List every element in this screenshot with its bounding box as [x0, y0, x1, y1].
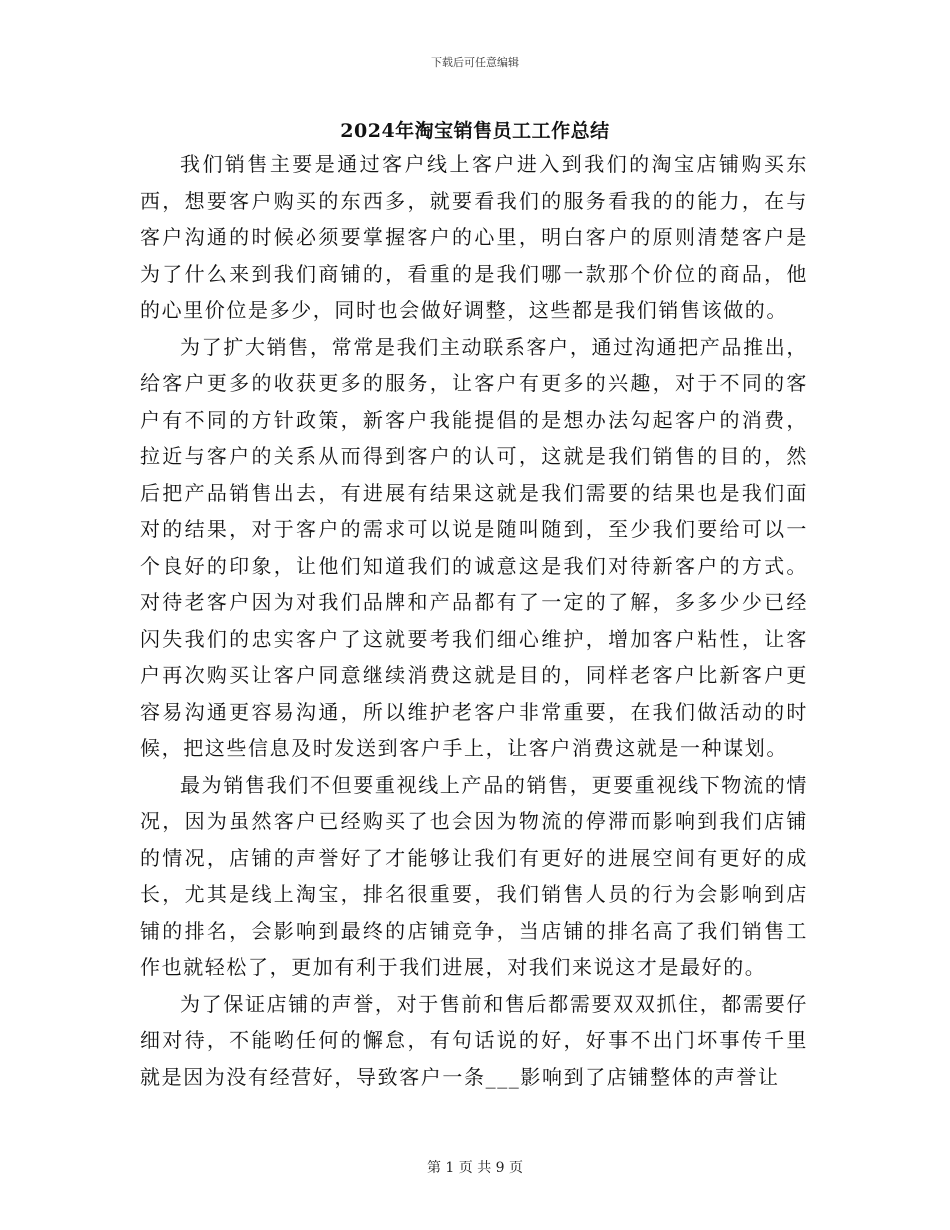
paragraph: 为了扩大销售，常常是我们主动联系客户，通过沟通把产品推出，给客户更多的收获更多的服务，让客户有更多的兴趣，对于不同的客户有不同的方针政策，新客户我能提倡的是想办法勾起客户的消费，拉近与客户的关系从而得到客户的认可，这就是我们销售的目的，然后把产品销售出去，有进展有结果这就是我们需要的结果也是我们面对的结果，对于客户的需求可以说是随叫随到，至少我们要给可以一个良好的印象，让他们知道我们的诚意这是我们对待新客户的方式。对待老客户因为对我们品牌和产品都有了一定的了解，多多少少已经闪失我们的忠实客户了这就要考我们细心维护，增加客户粘性，让客户再次购买让客户同意继续消费这就是目的，同样老客户比新客户更容易沟通更容易沟通，所以维护老客户非常重要，在我们做活动的时候，把这些信息及时发送到客户手上，让客户消费这就是一种谋划。: [140, 334, 808, 760]
page-number: 第 1 页 共 9 页: [426, 1160, 524, 1176]
paragraph: 为了保证店铺的声誉，对于售前和售后都需要双双抓住，都需要仔细对待，不能哟任何的懈怠，有句话说的好，好事不出门坏事传千里就是因为没有经营好，导致客户一条___影响到了店铺整体的声誉让: [140, 991, 808, 1089]
header-note: 下载后可任意编辑: [431, 56, 519, 69]
paragraph: 最为销售我们不但要重视线上产品的销售，更要重视线下物流的情况，因为虽然客户已经购买了也会因为物流的停滞而影响到我们店铺的情况，店铺的声誉好了才能够让我们有更好的进展空间有更好的成长，尤其是线上淘宝，排名很重要，我们销售人员的行为会影响到店铺的排名，会影响到最终的店铺竞争，当店铺的排名高了我们销售工作也就轻松了，更加有利于我们进展，对我们来说这才是最好的。: [140, 772, 808, 979]
document-body: [140, 146, 808, 1095]
document-title: 2024年淘宝销售员工工作总结: [340, 120, 610, 142]
paragraph: 我们销售主要是通过客户线上客户进入到我们的淘宝店铺购买东西，想要客户购买的东西多，就要看我们的服务看我的的能力，在与客户沟通的时候必须要掌握客户的心里，明白客户的原则清楚客户是为了什么来到我们商铺的，看重的是我们哪一款那个价位的商品，他的心里价位是多少，同时也会做好调整，这些都是我们销售该做的。: [140, 152, 808, 322]
